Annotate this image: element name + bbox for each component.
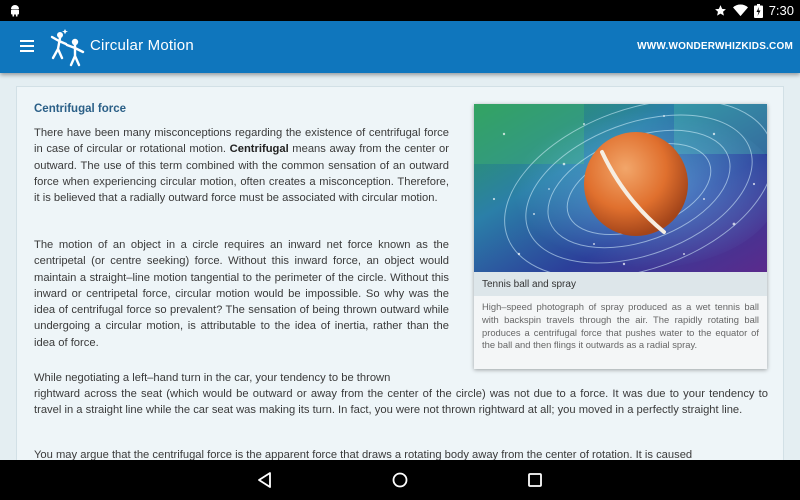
- paragraph-1: [34, 125, 449, 206]
- paragraph-1-text-b: means away from the center or outward. The use of this term combined with the common sensation of an outward force when experiencing circular motion, often creates a misconception. Therefore, it is believed that a radially outward force must be associated with circular motion.: [34, 143, 449, 205]
- app-bar: [0, 21, 800, 73]
- paragraph-1-bold: Centrifugal: [229, 143, 289, 156]
- clock: 7:30: [768, 3, 794, 18]
- article-card: [16, 86, 784, 460]
- site-link[interactable]: WWW.WONDERWHIZKIDS.COM: [637, 41, 793, 52]
- star-icon: [714, 4, 727, 17]
- battery-icon: [754, 4, 763, 18]
- section-heading: Centrifugal force: [34, 103, 127, 115]
- content-area[interactable]: [0, 73, 800, 460]
- paragraph-1-text-a: There have been many misconceptions regarding the existence of centrifugal force in case of circular or rotational motion.: [34, 127, 449, 156]
- figure-caption: High–speed photograph of spray produced as a wet tennis ball with backspin travels through the air. The rapidly rotating ball produces a centrifugal force that pushes water to the equator of the ball and then flings it outwards as a radial spray.: [482, 301, 759, 351]
- status-bar: [0, 0, 800, 21]
- figure: [474, 104, 767, 369]
- recents-icon[interactable]: [525, 470, 545, 490]
- hamburger-icon[interactable]: [20, 40, 34, 52]
- figure-title: Tennis ball and spray: [474, 272, 767, 296]
- kids-logo-icon: [50, 27, 88, 67]
- tennis-ball-photo: [474, 104, 767, 272]
- navigation-bar: [0, 460, 800, 500]
- paragraph-3-rest: rightward across the seat (which would be outward or away from the center of the circle) was not due to a force. It was due to your tendency to travel in a straight line while the car seat was making its turn. In fact, you were not thrown rightward at all; you moved in a perfectly straight line.: [34, 388, 768, 417]
- wifi-icon: [733, 4, 748, 17]
- android-icon: [8, 3, 22, 17]
- paragraph-3-line-1: While negotiating a left–hand turn in the car, your tendency to be thrown: [34, 372, 391, 384]
- paragraph-4: You may argue that the centrifugal force is the apparent force that draws a rotating body away from the center of rotation. It is caused: [34, 449, 693, 460]
- back-icon[interactable]: [255, 470, 275, 490]
- paragraph-2: The motion of an object in a circle requires an inward net force known as the centripetal (or centre seeking) force. Without this inward force, an object would maintain a straight–line motion tangential to the perimeter of the circle. Without this inward or centripetal force, circular motion would be impossible. So why was the idea of centrifugal force so prevalent? The sensation of being thrown outward while undergoing a circular motion, is attributable to the idea of inertia, rather than the idea of force.: [34, 239, 449, 349]
- app-title: Circular Motion: [90, 37, 194, 54]
- home-icon[interactable]: [390, 470, 410, 490]
